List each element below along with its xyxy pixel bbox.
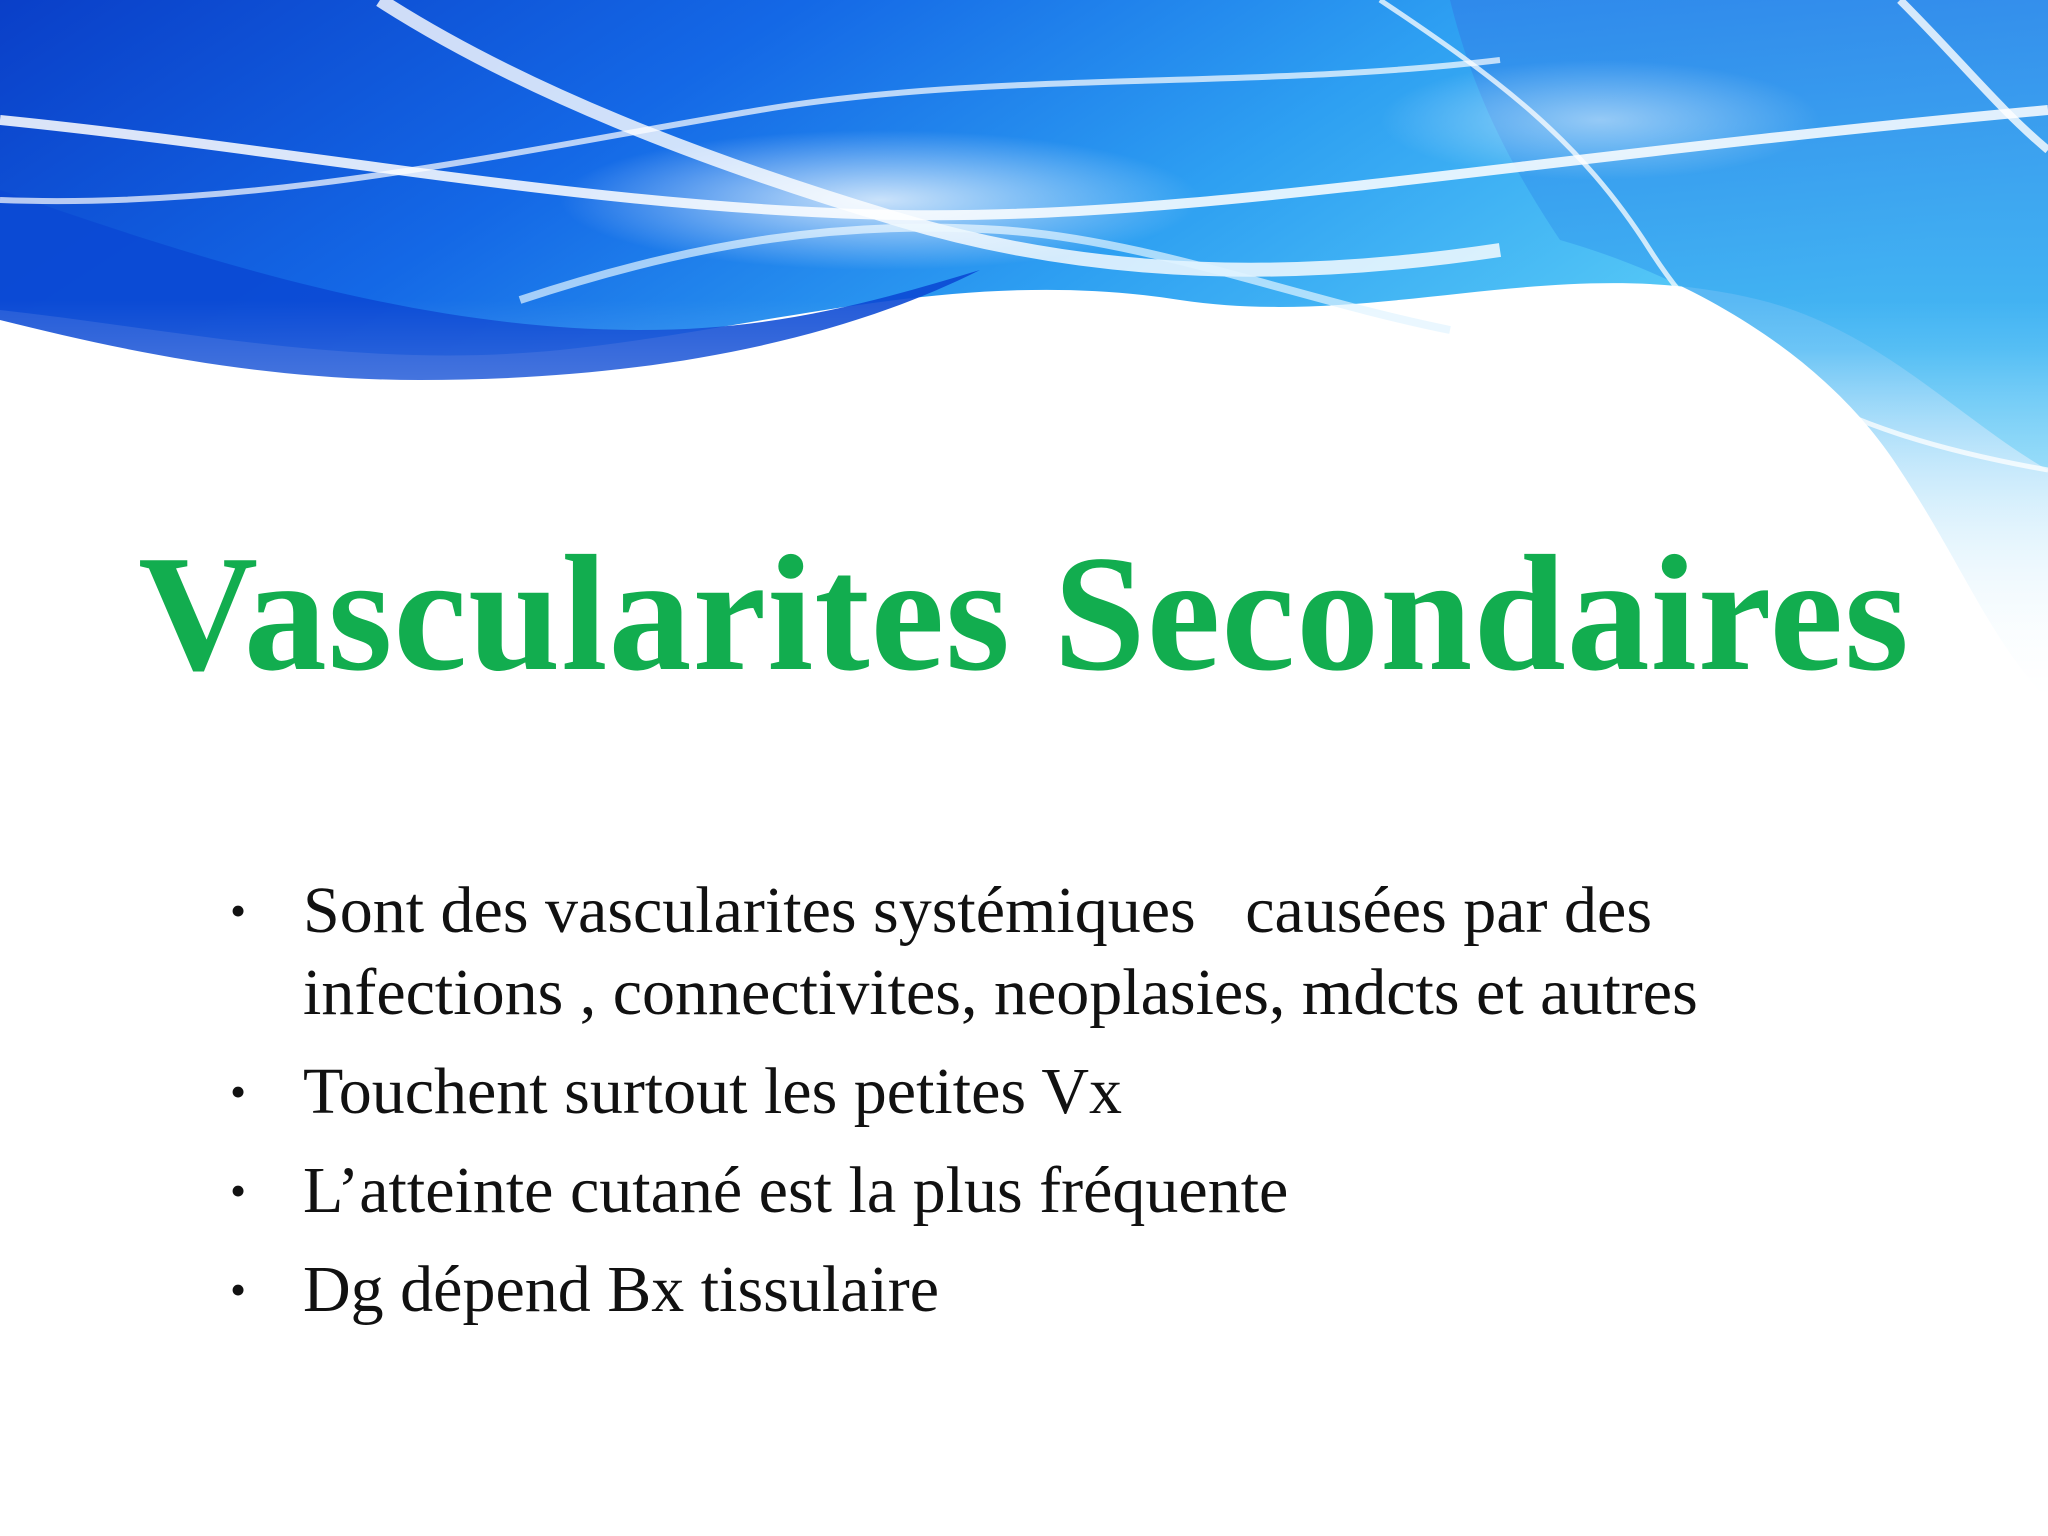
bullet-text: Touchent surtout les petites Vx bbox=[303, 1055, 1123, 1128]
bullet-item bbox=[218, 1249, 1858, 1331]
bullet-text: Sont des vascularites systémiques causées par des infections , connectivites, neoplasies, mdcts et autres bbox=[303, 874, 1698, 1029]
bullet-text: L’atteinte cutané est la plus fréquente bbox=[303, 1154, 1289, 1227]
bullet-icon: • bbox=[229, 1066, 247, 1117]
bullet-icon: • bbox=[229, 1165, 247, 1216]
bullet-item bbox=[218, 870, 1858, 1034]
bullet-icon: • bbox=[229, 885, 247, 936]
bullet-text: Dg dépend Bx tissulaire bbox=[303, 1253, 940, 1326]
slide-title: Vascularites Secondaires bbox=[138, 521, 1910, 705]
bullet-item bbox=[218, 1051, 1858, 1133]
bullet-icon: • bbox=[229, 1264, 247, 1315]
bullet-item bbox=[218, 1150, 1858, 1232]
bullet-list bbox=[218, 870, 1858, 1348]
